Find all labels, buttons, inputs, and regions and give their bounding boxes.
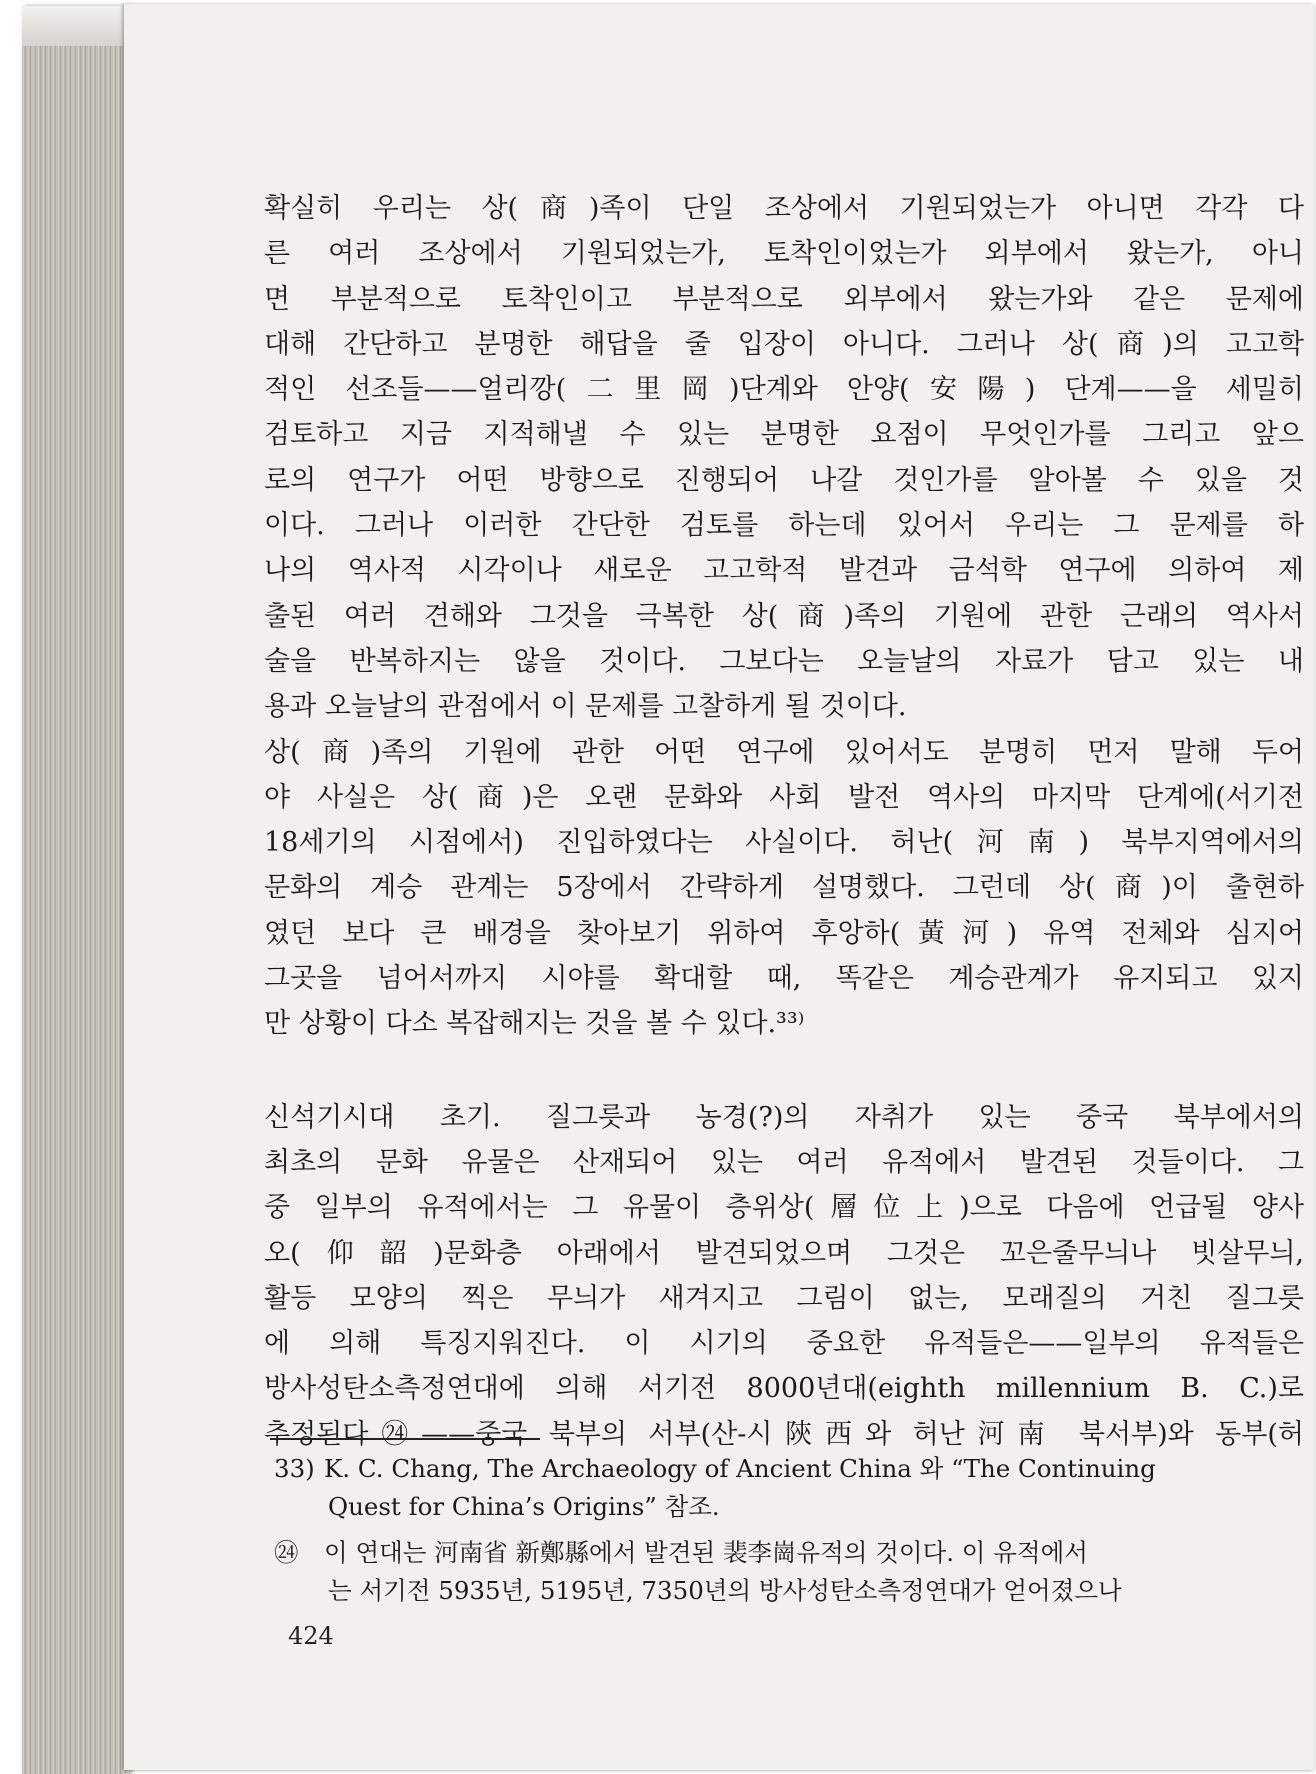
footnote-33 [274,1450,1304,1488]
text-line: 최초의 문화 유물은 산재되어 있는 여러 유적에서 발견된 것들이다. 그 [264,1146,1304,1178]
footnote-marker: ㉔ [274,1538,299,1567]
text-line: 출된 여러 견해와 그것을 극복한 상(商)족의 기원에 관한 근래의 역사서 [264,600,1304,632]
text-line: 18세기의 시점에서) 진입하였다는 사실이다. 허난(河南) 북부지역에서의 [264,827,1304,859]
text-line: 적인 선조들——얼리깡(二里岡)단계와 안양(安陽) 단계——을 세밀히 [264,374,1304,406]
footnote-text: 이 연대는 河南省 新鄭縣에서 발견된 裴李崗유적의 것이다. 이 유적에서 [324,1538,1088,1567]
text-line: 야 사실은 상(商)은 오랜 문화와 사회 발전 역사의 마지막 단계에(서기전 [264,781,1304,813]
text-line: 였던 보다 큰 배경을 찾아보기 위하여 후앙하(黃河) 유역 전체와 심지어 [264,917,1304,949]
text-line: 중 일부의 유적에서는 그 유물이 층위상(層位上)으로 다음에 언급될 양사 [264,1192,1304,1224]
book-page [124,4,1314,1770]
footnote-text: K. C. Chang, The Archaeology of Ancient China 와 “The Continuing [324,1454,1156,1483]
text-line: 로의 연구가 어떤 방향으로 진행되어 나갈 것인가를 알아볼 수 있을 것 [264,464,1304,496]
footnote-marker: 33) [274,1454,315,1483]
footnotes [274,1450,1304,1610]
paragraph-2 [264,730,1304,1047]
text-line: 추정된다㉔——중국 북부의 서부(산-시陝西와 허난河南 북서부)와 동부(허 [264,1418,1304,1450]
text-line: 확실히 우리는 상(商)족이 단일 조상에서 기원되었는가 아니면 각각 다 [264,193,1304,224]
text-line: 면 부분적으로 토착인이고 부분적으로 외부에서 왔는가와 같은 문제에 [264,283,1304,315]
text-line: 상(商)족의 기원에 관한 어떤 연구에 있어서도 분명히 먼저 말해 두어 [264,736,1304,768]
footnote-33-continuation: Quest for China’s Origins” 참조. [328,1492,720,1521]
text-line: 그곳을 넘어서까지 시야를 확대할 때, 똑같은 계승관계가 유지되고 있지 [264,963,1304,995]
text-line: 검토하고 지금 지적해낼 수 있는 분명한 요점이 무엇인가를 그리고 앞으 [264,419,1304,451]
paragraph-3 [264,1095,1304,1457]
book-page-edges [22,6,130,1774]
footnote-divider [270,1438,540,1440]
text-line: 만 상황이 다소 복잡해지는 것을 볼 수 있다.³³⁾ [264,1008,805,1040]
text-line: 에 의해 특징지워진다. 이 시기의 중요한 유적들은——일부의 유적들은 [264,1328,1304,1360]
text-line: 대해 간단하고 분명한 해답을 줄 입장이 아니다. 그러나 상(商)의 고고학 [264,328,1304,360]
page-number: 424 [288,1622,334,1650]
text-line: 른 여러 조상에서 기원되었는가, 토착인이었는가 외부에서 왔는가, 아니 [264,238,1304,270]
footnote-24-continuation: 는 서기전 5935년, 5195년, 7350년의 방사성탄소측정연대가 얻어졌으나 [328,1576,1122,1605]
paragraph-1 [264,186,1304,730]
text-line: 신석기시대 초기. 질그릇과 농경(?)의 자취가 있는 중국 북부에서의 [264,1101,1304,1133]
section-gap [264,1047,1304,1095]
body-text [264,186,1304,1457]
text-line: 문화의 계승 관계는 5장에서 간략하게 설명했다. 그런데 상(商)이 출현하 [264,872,1304,904]
text-line: 용과 오늘날의 관점에서 이 문제를 고찰하게 될 것이다. [264,691,907,723]
text-line: 이다. 그러나 이러한 간단한 검토를 하는데 있어서 우리는 그 문제를 하 [264,510,1304,542]
footnote-24 [274,1534,1304,1572]
book-cover-corner [22,6,130,46]
text-line: 활등 모양의 찍은 무늬가 새겨지고 그림이 없는, 모래질의 거친 질그릇 [264,1282,1304,1314]
text-line: 방사성탄소측정연대에 의해 서기전 8000년대(eighth millennium B. C.)로 [264,1373,1304,1405]
text-line: 술을 반복하지는 않을 것이다. 그보다는 오늘날의 자료가 담고 있는 내 [264,645,1304,677]
text-line: 나의 역사적 시각이나 새로운 고고학적 발견과 금석학 연구에 의하여 제 [264,555,1304,587]
text-line: 오(仰韶)문화층 아래에서 발견되었으며 그것은 꼬은줄무늬나 빗살무늬, [264,1237,1304,1269]
